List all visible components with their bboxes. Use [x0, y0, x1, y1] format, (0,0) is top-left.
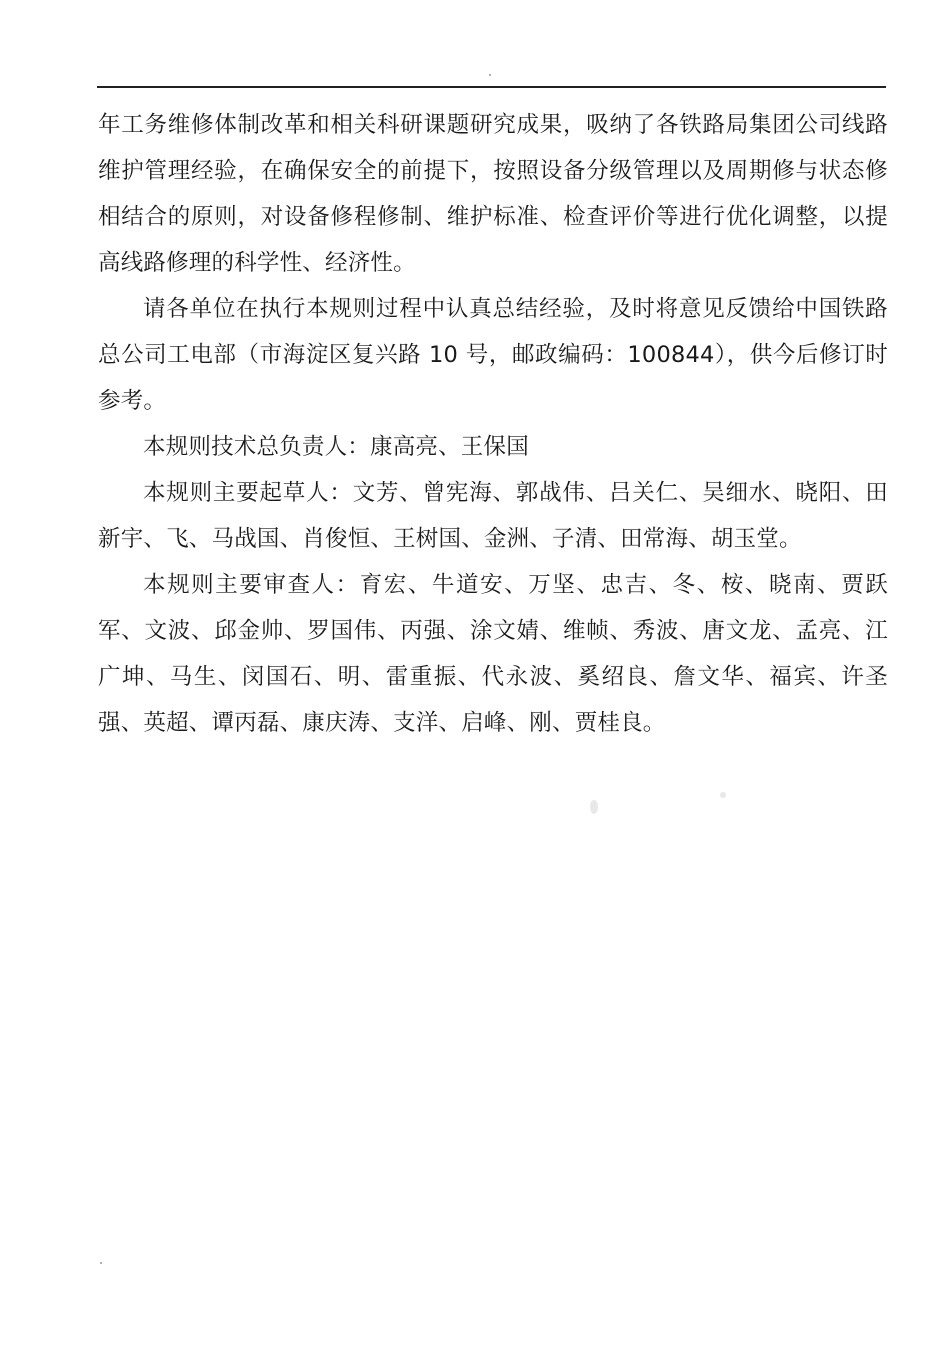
page-mark-top: [489, 74, 491, 76]
scan-smudge: [590, 800, 598, 814]
body-text: [98, 102, 888, 746]
header-rule: [97, 86, 886, 88]
paragraph-reviewers: 本规则主要审查人：育宏、牛道安、万坚、忠吉、冬、桉、晓南、贾跃军、文波、邱金帅、罗国伟、丙强、涂文婧、维帧、秀波、唐文龙、孟亮、江广坤、马生、闵国石、明、雷重振、代永波、奚绍良、詹文华、福宾、许圣强、英超、谭丙磊、康庆涛、支洋、启峰、刚、贾桂良。: [98, 572, 888, 736]
page-mark-bottom: [100, 1262, 102, 1264]
paragraph-drafters: 本规则主要起草人：文芳、曾宪海、郭战伟、吕关仁、吴细水、晓阳、田新宇、飞、马战国、肖俊恒、王树国、金洲、子清、田常海、胡玉堂。: [98, 480, 888, 552]
paragraph-technical-lead: 本规则技术总负责人：康高亮、王保国: [143, 434, 529, 460]
scan-smudge: [720, 792, 726, 798]
paragraph-continuation: 年工务维修体制改革和相关科研课题研究成果，吸纳了各铁路局集团公司线路维护管理经验，在确保安全的前提下，按照设备分级管理以及周期修与状态修相结合的原则，对设备修程修制、维护标准、检查评价等进行优化调整，以提高线路修理的科学性、经济性。: [98, 112, 888, 276]
paragraph-feedback: 请各单位在执行本规则过程中认真总结经验，及时将意见反馈给中国铁路总公司工电部（市海淀区复兴路 10 号，邮政编码：100844），供今后修订时参考。: [98, 296, 888, 414]
